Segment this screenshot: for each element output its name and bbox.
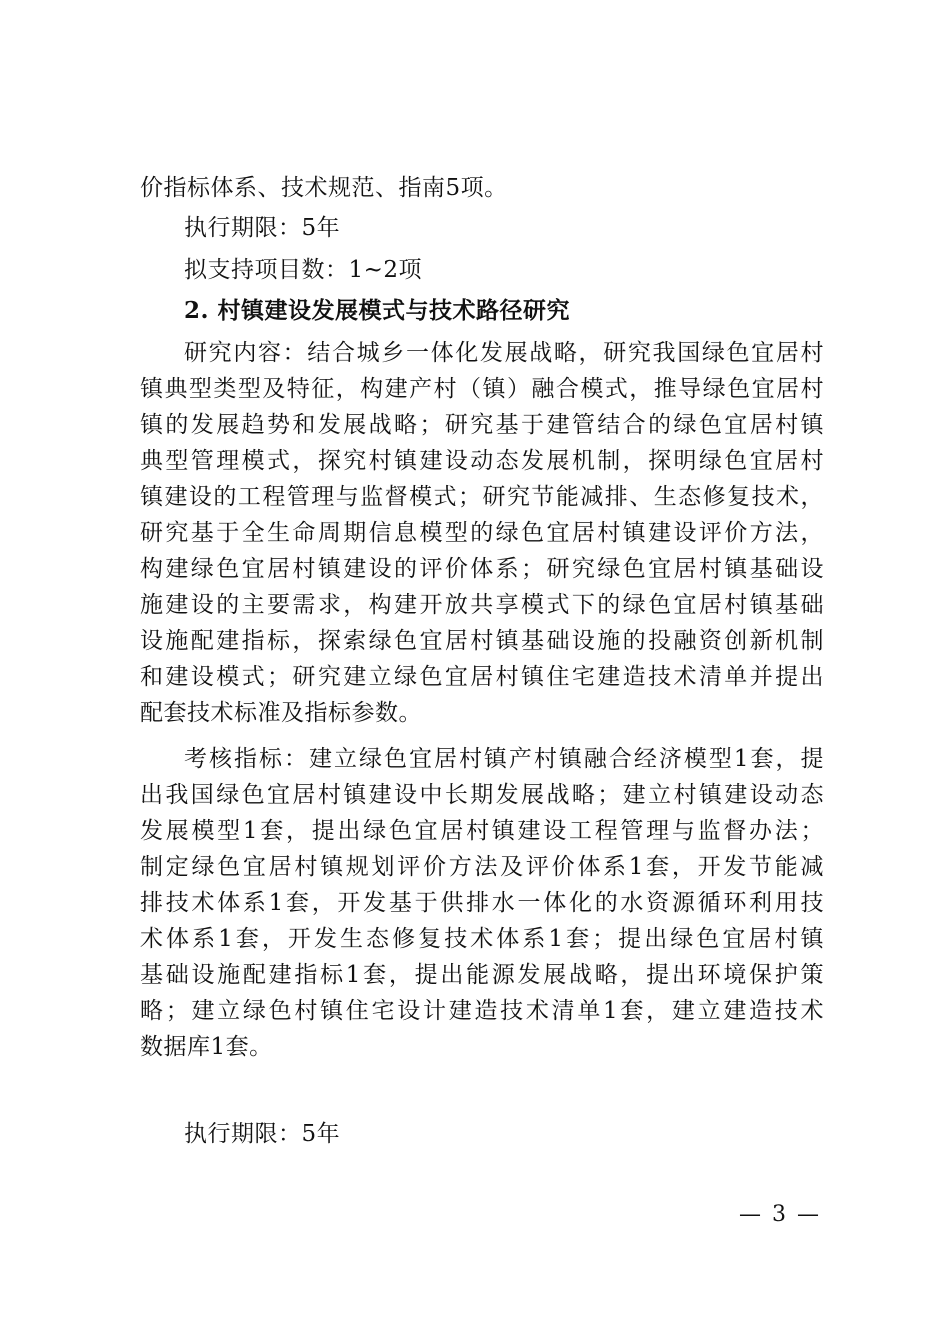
research-content-line: 镇建设的工程管理与监督模式；研究节能减排、生态修复技术， [140,484,824,510]
research-content-line: 构建绿色宜居村镇建设的评价体系；研究绿色宜居村镇基础设 [140,556,824,582]
assessment-indicator-line: 制定绿色宜居村镇规划评价方法及评价体系1套，开发节能减 [140,854,824,880]
assessment-indicator-line: 术体系1套，开发生态修复技术体系1套；提出绿色宜居村镇 [140,926,824,952]
research-content-line: 典型管理模式，探究村镇建设动态发展机制，探明绿色宜居村 [140,448,824,474]
duration-line: 执行期限：5年 [184,1121,341,1147]
paragraph-line: 价指标体系、技术规范、指南5项。 [140,175,508,201]
assessment-indicator-line: 排技术体系1套，开发基于供排水一体化的水资源循环利用技 [140,890,824,916]
assessment-indicator-line: 略；建立绿色村镇住宅设计建造技术清单1套，建立建造技术 [140,998,824,1024]
project-count-line: 拟支持项目数：1~2项 [184,257,423,283]
research-content-line: 镇的发展趋势和发展战略；研究基于建管结合的绿色宜居村镇 [140,412,824,438]
research-content-line: 配套技术标准及指标参数。 [140,700,422,726]
research-content-line: 和建设模式；研究建立绿色宜居村镇住宅建造技术清单并提出 [140,664,824,690]
assessment-indicator-line: 考核指标：建立绿色宜居村镇产村镇融合经济模型1套，提 [184,746,824,772]
assessment-indicator-line: 基础设施配建指标1套，提出能源发展战略，提出环境保护策 [140,962,824,988]
research-content-line: 施建设的主要需求，构建开放共享模式下的绿色宜居村镇基础 [140,592,824,618]
research-content-line: 设施配建指标，探索绿色宜居村镇基础设施的投融资创新机制 [140,628,824,654]
page-number: — 3 — [739,1202,821,1227]
research-content-line: 研究内容：结合城乡一体化发展战略，研究我国绿色宜居村 [184,340,824,366]
section-heading: 2. 村镇建设发展模式与技术路径研究 [184,297,571,324]
duration-line: 执行期限：5年 [184,215,341,241]
research-content-line: 镇典型类型及特征，构建产村（镇）融合模式，推导绿色宜居村 [140,376,824,402]
assessment-indicator-line: 出我国绿色宜居村镇建设中长期发展战略；建立村镇建设动态 [140,782,824,808]
assessment-indicator-line: 发展模型1套，提出绿色宜居村镇建设工程管理与监督办法； [140,818,824,844]
research-content-line: 研究基于全生命周期信息模型的绿色宜居村镇建设评价方法， [140,520,824,546]
assessment-indicator-line: 数据库1套。 [140,1034,273,1060]
